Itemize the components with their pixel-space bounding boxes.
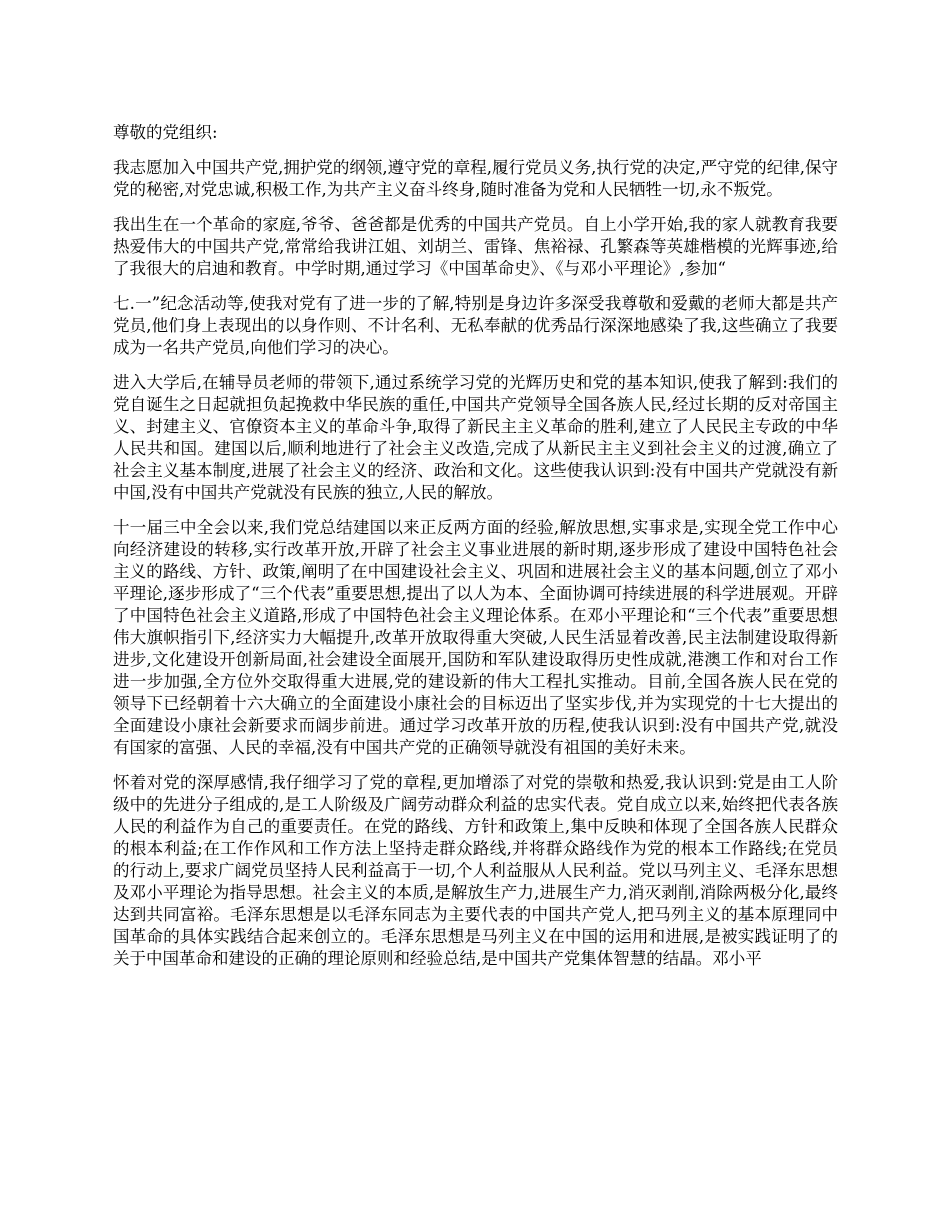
paragraph-family-background: 我出生在一个革命的家庭,爷爷、爸爸都是优秀的中国共产党员。自上小学开始,我的家人就教育我要热爱伟大的中国共产党,常常给我讲江姐、刘胡兰、雷锋、焦裕禄、孔繁森等英雄楷模的光辉事迹,给了我很大的启迪和教育。中学时期,通过学习《中国革命史》、《与邓小平理论》,参加“	[113, 215, 838, 278]
document-body	[113, 122, 838, 983]
paragraph-pledge: 我志愿加入中国共产党,拥护党的纲领,遵守党的章程,履行党员义务,执行党的决定,严守党的纪律,保守党的秘密,对党忠诚,积极工作,为共产主义奋斗终身,随时准备为党和人民牺牲一切,永不叛党。	[113, 158, 838, 199]
paragraph-university-study: 进入大学后,在辅导员老师的带领下,通过系统学习党的光辉历史和党的基本知识,使我了解到:我们的党自诞生之日起就担负起挽救中华民族的重任,中国共产党领导全国各族人民,经过长期的反对帝国主义、封建主义、官僚资本主义的革命斗争,取得了新民主主义革命的胜利,建立了人民民主专政的中华人民共和国。建国以后,顺利地进行了社会主义改造,完成了从新民主主义到社会主义的过渡,确立了社会主义基本制度,进展了社会主义的经济、政治和文化。这些使我认识到:没有中国共产党就没有新中国,没有中国共产党就没有民族的独立,人民的解放。	[113, 373, 838, 502]
paragraph-party-constitution: 怀着对党的深厚感情,我仔细学习了党的章程,更加增添了对党的崇敬和热爱,我认识到:党是由工人阶级中的先进分子组成的,是工人阶级及广阔劳动群众利益的忠实代表。党自成立以来,始终把代表各族人民的利益作为自己的重要责任。在党的路线、方针和政策上,集中反映和体现了全国各族人民群众的根本利益;在工作作风和工作方法上坚持走群众路线,并将群众路线作为党的根本工作路线;在党员的行动上,要求广阔党员坚持人民利益高于一切,个人利益服从人民利益。党以马列主义、毛泽东思想及邓小平理论为指导思想。社会主义的本质,是解放生产力,进展生产力,消灭剥削,消除两极分化,最终达到共同富裕。毛泽东思想是以毛泽东同志为主要代表的中国共产党人,把马列主义的基本原理同中国革命的具体实践结合起来创立的。毛泽东思想是马列主义在中国的运用和进展,是被实践证明了的关于中国革命和建设的正确的理论原则和经验总结,是中国共产党集体智慧的结晶。邓小平	[113, 773, 838, 968]
paragraph-july-first-activities: 七.一”纪念活动等,使我对党有了进一步的了解,特别是身边许多深受我尊敬和爱戴的老师大都是共产党员,他们身上表现出的以身作则、不计名利、无私奉献的优秀品行深深地感染了我,这些确立了我要成为一名共产党员,向他们学习的决心。	[113, 294, 838, 357]
salutation: 尊敬的党组织:	[113, 123, 218, 142]
paragraph-reform-opening: 十一届三中全会以来,我们党总结建国以来正反两方面的经验,解放思想,实事求是,实现全党工作中心向经济建设的转移,实行改革开放,开辟了社会主义事业进展的新时期,逐步形成了建设中国特色社会主义的路线、方针、政策,阐明了在中国建设社会主义、巩固和进展社会主义的基本问题,创立了邓小平理论,逐步形成了“三个代表”重要思想,提出了以人为本、全面协调可持续进展的科学进展观。开辟了中国特色社会主义道路,形成了中国特色社会主义理论体系。在邓小平理论和“三个代表”重要思想伟大旗帜指引下,经济实力大幅提升,改革开放取得重大突破,人民生活显着改善,民主法制建设取得新进步,文化建设开创新局面,社会建设全面展开,国防和军队建设取得历史性成就,港澳工作和对台工作进一步加强,全方位外交取得重大进展,党的建设新的伟大工程扎实推动。目前,全国各族人民在党的领导下已经朝着十六大确立的全面建设小康社会的目标迈出了坚实步伐,并为实现党的十七大提出的全面建设小康社会新要求而阔步前进。通过学习改革开放的历程,使我认识到:没有中国共产党,就没有国家的富强、人民的幸福,没有中国共产党的正确领导就没有祖国的美好未来。	[113, 518, 838, 757]
